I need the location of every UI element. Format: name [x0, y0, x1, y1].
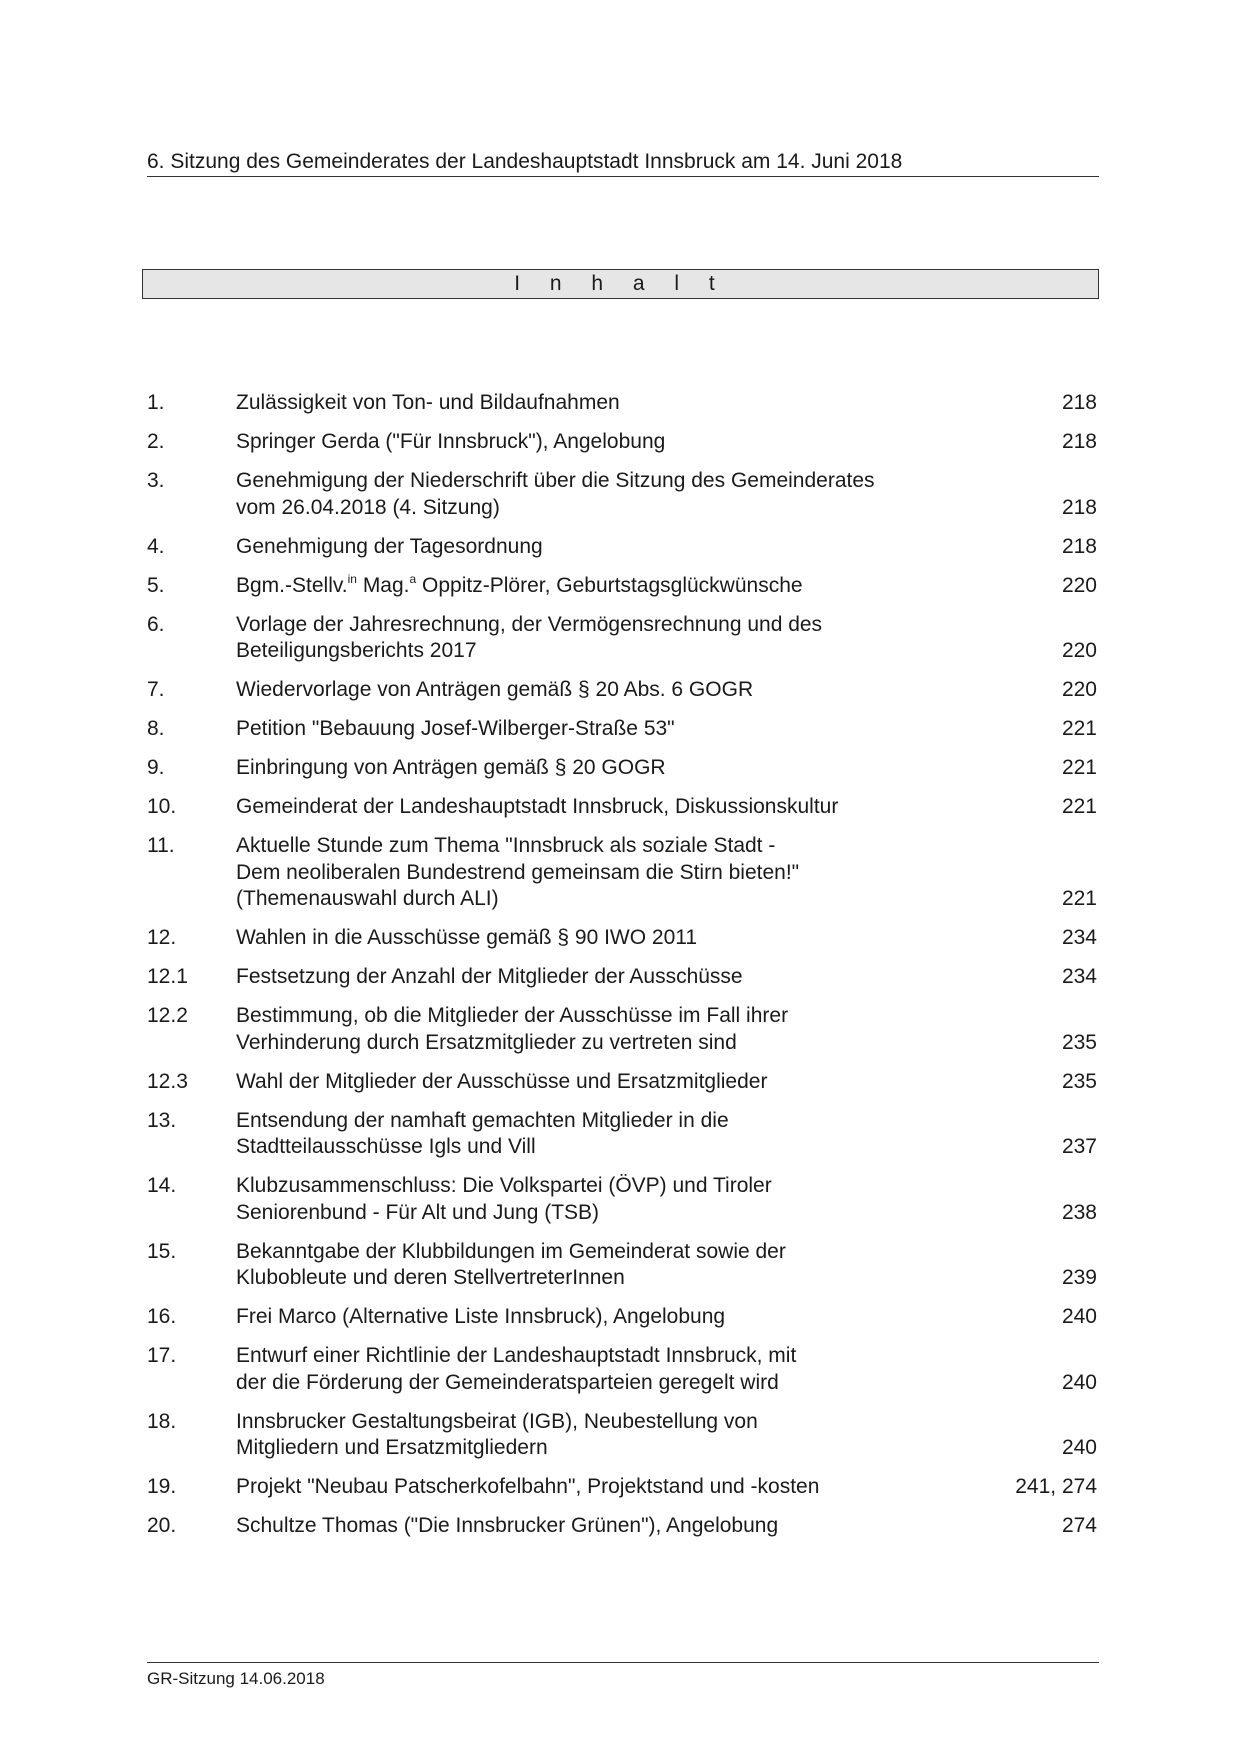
toc-entry-page: 274	[1061, 1514, 1097, 1537]
toc-entry	[147, 833, 1097, 913]
toc-entry	[147, 1304, 1097, 1331]
toc-entry-title-line: Zulässigkeit von Ton- und Bildaufnahmen	[236, 391, 620, 414]
toc-entry-page: 235	[1061, 1030, 1097, 1054]
toc-entry	[147, 390, 1097, 417]
toc-entry-number: 16.	[147, 1305, 177, 1328]
toc-entry	[147, 612, 1097, 665]
toc-entry	[147, 755, 1097, 782]
toc-entry	[147, 1474, 1097, 1501]
toc-entry-title-line: (Themenauswahl durch ALI)	[236, 887, 499, 910]
toc-entry-page: 234	[1061, 965, 1097, 988]
toc-entry-title	[236, 964, 1062, 991]
toc-entry-title-line: Schultze Thomas ("Die Innsbrucker Grünen"), Angelobung	[236, 1514, 779, 1537]
toc-entry-page: 221	[1061, 795, 1097, 818]
toc-entry-title-part: Bgm.-Stellv.	[236, 573, 348, 597]
toc-entry-number: 2.	[147, 430, 165, 453]
toc-entry-page: 235	[1061, 1069, 1097, 1093]
toc-entry-title-line: Frei Marco (Alternative Liste Innsbruck), Angelobung	[236, 1305, 726, 1328]
toc-entry-title-part: Oppitz-Plörer, Geburtstagsglückwünsche	[416, 573, 803, 597]
toc-entry-page: 241, 274	[1015, 1475, 1097, 1498]
toc-entry-page: 240	[1061, 1305, 1097, 1328]
toc-entry-page: 240	[1061, 1436, 1097, 1459]
toc-entry-title	[236, 468, 1062, 521]
toc-entry-number: 8.	[147, 717, 165, 740]
toc-entry	[147, 677, 1097, 704]
toc-entry-title-line: Aktuelle Stunde zum Thema "Innsbruck als soziale Stadt -	[236, 834, 776, 857]
toc-entry	[147, 468, 1097, 521]
toc-entry-title-line: vom 26.04.2018 (4. Sitzung)	[236, 495, 500, 519]
toc-entry-title	[236, 1513, 1062, 1540]
toc-entry	[147, 1239, 1097, 1292]
toc-entry-title-line: Genehmigung der Tagesordnung	[236, 534, 543, 558]
toc-entry-number: 12.1	[147, 965, 188, 988]
toc-entry-number: 12.3	[147, 1069, 188, 1093]
toc-entry-title-part: a	[409, 571, 417, 586]
toc-entry-title-line: Mitgliedern und Ersatzmitgliedern	[236, 1436, 548, 1459]
toc-entry-number: 10.	[147, 795, 177, 818]
toc-entry-title	[236, 429, 1062, 456]
toc-entry-number: 7.	[147, 678, 165, 701]
toc-entry-title-line: Klubobleute und deren StellvertreterInnen	[236, 1266, 625, 1289]
toc-entry-title	[236, 677, 1062, 704]
toc-entry-number: 9.	[147, 756, 165, 779]
toc-entry-page: 218	[1061, 391, 1097, 414]
toc-entry-title	[236, 1304, 1062, 1331]
toc-entry-title-line: Genehmigung der Niederschrift über die Sitzung des Gemeinderates	[236, 469, 875, 492]
toc-entry-title-line: Wiedervorlage von Anträgen gemäß § 20 Abs. 6 GOGR	[236, 678, 754, 701]
toc-entry	[147, 716, 1097, 743]
toc-entry-title	[236, 1069, 1062, 1096]
toc-entry	[147, 1003, 1097, 1056]
toc-entry-title	[236, 573, 1062, 600]
toc-entry-page: 218	[1061, 495, 1097, 519]
toc-entry	[147, 1069, 1097, 1096]
toc-entry	[147, 964, 1097, 991]
toc-entry-title	[236, 1343, 1062, 1396]
toc-entry-page: 220	[1061, 639, 1097, 662]
toc-entry-number: 14.	[147, 1174, 177, 1197]
toc-entry-number: 4.	[147, 534, 165, 558]
toc-entry	[147, 429, 1097, 456]
toc-entry	[147, 534, 1097, 561]
toc-entry-title-line: Beteiligungsberichts 2017	[236, 639, 477, 662]
toc-entry	[147, 1173, 1097, 1226]
toc-entry-page: 240	[1061, 1370, 1097, 1394]
toc-entry-number: 20.	[147, 1514, 177, 1537]
toc-entry	[147, 1409, 1097, 1462]
toc-entry	[147, 1343, 1097, 1396]
toc-entry-number: 19.	[147, 1475, 177, 1498]
toc-entry-number: 11.	[147, 834, 175, 857]
toc-entry-title-line: Innsbrucker Gestaltungsbeirat (IGB), Neubestellung von	[236, 1409, 758, 1433]
page-header: 6. Sitzung des Gemeinderates der Landeshauptstadt Innsbruck am 14. Juni 2018	[147, 148, 1099, 177]
toc-entry	[147, 1108, 1097, 1161]
toc-entry-title	[236, 612, 1062, 665]
page-footer: GR-Sitzung 14.06.2018	[147, 1662, 1099, 1690]
toc-entry-title	[236, 1239, 1062, 1292]
toc-entry-title-line: Stadtteilausschüsse Igls und Vill	[236, 1135, 536, 1158]
toc-entry-title-line: Springer Gerda ("Für Innsbruck"), Angelobung	[236, 430, 666, 453]
toc-entry-number: 12.	[147, 926, 177, 949]
toc-entry-title-line: Bestimmung, ob die Mitglieder der Ausschüsse im Fall ihrer	[236, 1004, 789, 1027]
toc-entry-title	[236, 755, 1062, 782]
toc-entry-page: 218	[1061, 430, 1097, 453]
table-of-contents	[147, 390, 1097, 1552]
toc-entry-title-line: Wahl der Mitglieder der Ausschüsse und Ersatzmitglieder	[236, 1069, 768, 1093]
toc-entry	[147, 925, 1097, 952]
toc-entry-page: 220	[1061, 573, 1097, 597]
toc-entry-title-line: Festsetzung der Anzahl der Mitglieder der Ausschüsse	[236, 965, 743, 988]
toc-entry-title-line: Seniorenbund - Für Alt und Jung (TSB)	[236, 1200, 600, 1224]
toc-entry	[147, 1513, 1097, 1540]
toc-entry-title	[236, 1409, 1062, 1462]
toc-entry-title-line: Bekanntgabe der Klubbildungen im Gemeinderat sowie der	[236, 1239, 786, 1263]
toc-entry-number: 5.	[147, 573, 165, 597]
toc-entry-title	[236, 1003, 1062, 1056]
toc-entry-title-line: Wahlen in die Ausschüsse gemäß § 90 IWO 2011	[236, 926, 698, 949]
toc-entry-title	[236, 534, 1062, 561]
toc-entry-title	[236, 794, 1062, 821]
toc-entry-number: 17.	[147, 1344, 177, 1367]
toc-entry-page: 221	[1061, 887, 1097, 910]
toc-entry	[147, 794, 1097, 821]
toc-entry-number: 1.	[147, 391, 165, 414]
toc-entry-title-line: Klubzusammenschluss: Die Volkspartei (ÖVP) und Tiroler	[236, 1174, 772, 1197]
toc-entry-page: 238	[1061, 1200, 1097, 1224]
toc-entry-title	[236, 925, 1062, 952]
toc-entry-page: 221	[1061, 756, 1097, 779]
toc-entry-title	[236, 1474, 1015, 1501]
toc-entry-title-line: Verhinderung durch Ersatzmitglieder zu vertreten sind	[236, 1030, 737, 1054]
toc-entry-title-line: Entsendung der namhaft gemachten Mitglieder in die	[236, 1108, 729, 1132]
toc-entry-title	[236, 390, 1062, 417]
toc-entry-number: 12.2	[147, 1004, 188, 1027]
toc-entry-title	[236, 716, 1062, 743]
toc-entry-page: 239	[1061, 1266, 1097, 1289]
toc-entry-number: 15.	[147, 1239, 177, 1263]
toc-entry-page: 218	[1061, 534, 1097, 558]
toc-entry-number: 6.	[147, 612, 165, 636]
toc-entry-page: 234	[1061, 926, 1097, 949]
toc-entry-page: 221	[1061, 717, 1097, 740]
toc-entry-number: 3.	[147, 469, 165, 492]
toc-entry-title-part: Mag.	[356, 573, 410, 597]
toc-entry-number: 18.	[147, 1409, 177, 1433]
toc-entry-page: 237	[1061, 1135, 1097, 1158]
toc-entry-title-line: Petition "Bebauung Josef-Wilberger-Straße 53"	[236, 717, 675, 740]
toc-entry-title-line: Entwurf einer Richtlinie der Landeshauptstadt Innsbruck, mit	[236, 1344, 797, 1367]
toc-entry-title-line: Einbringung von Anträgen gemäß § 20 GOGR	[236, 756, 666, 779]
toc-entry	[147, 573, 1097, 600]
toc-entry-title-line: Dem neoliberalen Bundestrend gemeinsam die Stirn bieten!"	[236, 860, 800, 884]
toc-entry-title	[236, 1173, 1062, 1226]
toc-entry-title-part: in	[347, 571, 357, 586]
toc-entry-page: 220	[1061, 678, 1097, 701]
toc-entry-title-line: Gemeinderat der Landeshauptstadt Innsbruck, Diskussionskultur	[236, 795, 839, 818]
toc-entry-title-line: Vorlage der Jahresrechnung, der Vermögensrechnung und des	[236, 612, 823, 636]
toc-entry-title-line: Projekt "Neubau Patscherkofelbahn", Projektstand und -kosten	[236, 1475, 820, 1498]
toc-entry-number: 13.	[147, 1108, 177, 1132]
toc-entry-title	[236, 833, 1062, 913]
contents-heading: I n h a l t	[142, 269, 1099, 299]
toc-entry-title	[236, 1108, 1062, 1161]
toc-entry-title-line: der die Förderung der Gemeinderatsparteien geregelt wird	[236, 1370, 779, 1394]
